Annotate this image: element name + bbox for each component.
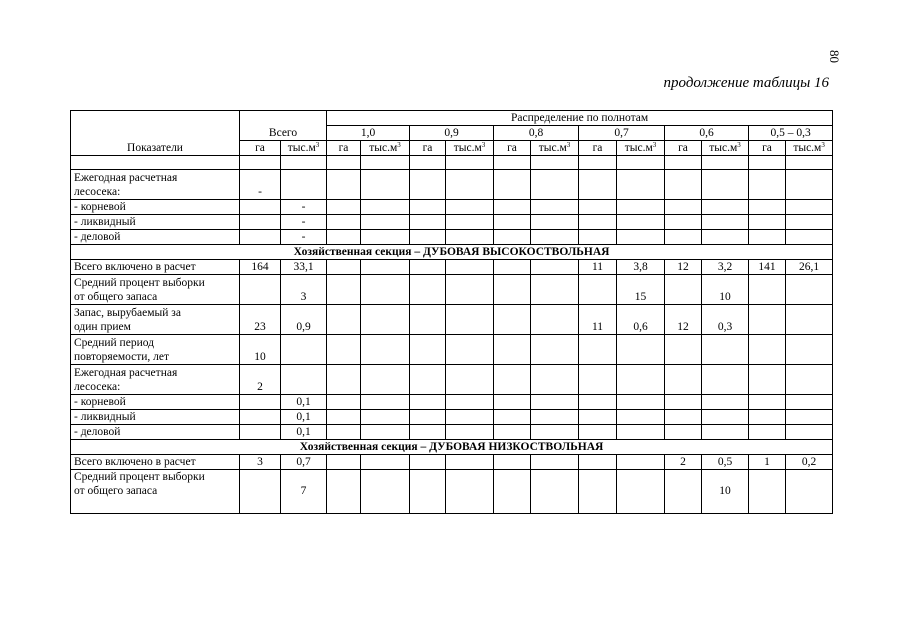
table-cell [494, 410, 531, 425]
table-cell [410, 410, 446, 425]
table-cell [786, 215, 833, 230]
section-row [71, 440, 833, 455]
table-cell [494, 455, 531, 470]
table-cell [665, 170, 702, 200]
table-cell [327, 260, 361, 275]
table-cell [531, 230, 579, 245]
row-label: Ежегодная расчетная лесосека: [71, 170, 240, 200]
table-cell [749, 305, 786, 335]
header-unit-ha: га [410, 141, 446, 156]
table-cell [410, 260, 446, 275]
table-cell [579, 230, 617, 245]
table-cell [786, 365, 833, 395]
table-cell [327, 305, 361, 335]
table-cell [702, 365, 749, 395]
data-table [70, 110, 833, 514]
row-label: Средний процент выборки от общего запаса [71, 275, 240, 305]
table-cell [786, 410, 833, 425]
row-label: Всего включено в расчет [71, 260, 240, 275]
table-cell [617, 335, 665, 365]
table-cell [361, 156, 410, 170]
header-unit-ha: га [327, 141, 361, 156]
header-unit-m3: $тыс.м^3$ [446, 141, 494, 156]
table-cell [446, 215, 494, 230]
table-cell [579, 156, 617, 170]
table-cell [446, 275, 494, 305]
table-cell [579, 170, 617, 200]
table-cell [749, 335, 786, 365]
table-cell [327, 215, 361, 230]
header-unit-m3: $тыс.м^3$ [786, 141, 833, 156]
table-row [71, 335, 833, 365]
table-cell [665, 410, 702, 425]
table-cell: 0,1 [281, 425, 327, 440]
table-cell [281, 156, 327, 170]
table-cell [281, 365, 327, 395]
table-cell [410, 275, 446, 305]
table-cell [410, 455, 446, 470]
table-cell [281, 170, 327, 200]
table-row [71, 455, 833, 470]
table-cell [617, 410, 665, 425]
table-cell [494, 156, 531, 170]
table-row [71, 395, 833, 410]
table-cell [446, 260, 494, 275]
table-cell [531, 305, 579, 335]
table-cell: 1 [749, 455, 786, 470]
table-cell [617, 455, 665, 470]
table-cell [665, 365, 702, 395]
table-cell [494, 215, 531, 230]
table-cell [361, 470, 410, 514]
table-cell [702, 156, 749, 170]
table-cell [494, 230, 531, 245]
header-unit-m3: $тыс.м^3$ [281, 141, 327, 156]
header-unit-ha: га [494, 141, 531, 156]
row-label: Средний процент выборки от общего запаса [71, 470, 240, 514]
table-cell [240, 230, 281, 245]
table-cell: 15 [617, 275, 665, 305]
table-cell [531, 410, 579, 425]
row-label: Средний период повторяемости, лет [71, 335, 240, 365]
table-cell [361, 230, 410, 245]
table-row [71, 200, 833, 215]
section-row [71, 245, 833, 260]
table-cell [410, 365, 446, 395]
table-cell [327, 335, 361, 365]
table-cell: 164 [240, 260, 281, 275]
header-density: 0,9 [410, 126, 494, 141]
table-cell [617, 395, 665, 410]
table-cell [410, 170, 446, 200]
table-cell [749, 410, 786, 425]
table-cell [579, 200, 617, 215]
table-cell [531, 395, 579, 410]
table-cell [531, 335, 579, 365]
table-cell [617, 215, 665, 230]
header-unit-ha: га [665, 141, 702, 156]
table-cell [446, 365, 494, 395]
table-cell [786, 275, 833, 305]
table-cell [446, 156, 494, 170]
table-cell [410, 305, 446, 335]
table-cell [579, 410, 617, 425]
table-cell [494, 200, 531, 215]
table-cell [361, 200, 410, 215]
table-cell: - [281, 200, 327, 215]
table-cell [71, 156, 240, 170]
table-cell: 3 [281, 275, 327, 305]
table-cell [749, 365, 786, 395]
table-cell [410, 156, 446, 170]
table-cell [494, 260, 531, 275]
table-cell [361, 365, 410, 395]
table-cell [786, 200, 833, 215]
table-cell [446, 470, 494, 514]
table-cell [617, 170, 665, 200]
table-cell [531, 455, 579, 470]
table-cell [665, 215, 702, 230]
header-unit-ha: га [240, 141, 281, 156]
header-unit-m3: $тыс.м^3$ [531, 141, 579, 156]
table-cell: 0,3 [702, 305, 749, 335]
table-cell [494, 425, 531, 440]
header-unit-m3: $тыс.м^3$ [361, 141, 410, 156]
table-cell [579, 275, 617, 305]
row-label: Запас, вырубаемый за один прием [71, 305, 240, 335]
table-cell: 0,5 [702, 455, 749, 470]
table-cell [786, 170, 833, 200]
table-cell: 12 [665, 305, 702, 335]
table-cell [327, 200, 361, 215]
table-cell: - [281, 215, 327, 230]
table-row [71, 470, 833, 514]
table-cell: 0,9 [281, 305, 327, 335]
table-cell: 0,6 [617, 305, 665, 335]
section-title: Хозяйственная секция – ДУБОВАЯ НИЗКОСТВОЛЬНАЯ [71, 440, 833, 455]
table-cell [410, 395, 446, 410]
table-cell [361, 170, 410, 200]
table-row [71, 260, 833, 275]
table-cell [240, 410, 281, 425]
table-cell [361, 335, 410, 365]
table-cell: 141 [749, 260, 786, 275]
table-cell [361, 305, 410, 335]
table-cell [327, 455, 361, 470]
table-cell [749, 156, 786, 170]
table-row [71, 275, 833, 305]
row-label: - ликвидный [71, 215, 240, 230]
table-cell: 26,1 [786, 260, 833, 275]
table-cell [240, 275, 281, 305]
table-cell [240, 395, 281, 410]
table-cell [617, 156, 665, 170]
table-cell [494, 305, 531, 335]
row-label: Всего включено в расчет [71, 455, 240, 470]
table-cell [665, 425, 702, 440]
table-cell: 0,7 [281, 455, 327, 470]
table-cell [327, 156, 361, 170]
table-cell [410, 200, 446, 215]
table-cell [494, 335, 531, 365]
table-cell [702, 395, 749, 410]
table-row [71, 410, 833, 425]
table-cell [410, 470, 446, 514]
row-label: - корневой [71, 200, 240, 215]
table-cell [327, 395, 361, 410]
header-distribution: Распределение по полнотам [327, 111, 833, 126]
table-cell [617, 365, 665, 395]
table-cell [665, 275, 702, 305]
table-cell: 10 [240, 335, 281, 365]
table-cell [786, 156, 833, 170]
row-label: - деловой [71, 230, 240, 245]
table-cell [410, 215, 446, 230]
table-cell [446, 170, 494, 200]
table-cell [749, 395, 786, 410]
table-cell [327, 365, 361, 395]
table-cell [531, 275, 579, 305]
table-cell [240, 215, 281, 230]
table-cell [702, 410, 749, 425]
table-cell [327, 170, 361, 200]
table-cell [531, 156, 579, 170]
table-cell [446, 335, 494, 365]
table-cell: 7 [281, 470, 327, 514]
table-cell [579, 365, 617, 395]
table-cell [240, 156, 281, 170]
table-cell [531, 260, 579, 275]
table-cell [531, 170, 579, 200]
table-cell [579, 470, 617, 514]
table-cell [361, 410, 410, 425]
table-cell [786, 305, 833, 335]
page-number: 80 [827, 50, 842, 63]
table-cell [702, 335, 749, 365]
table-cell [702, 425, 749, 440]
header-total: Всего [240, 111, 327, 141]
table-cell [702, 230, 749, 245]
table-cell [494, 365, 531, 395]
table-cell [749, 275, 786, 305]
table-cell: 10 [702, 470, 749, 514]
table-cell [327, 275, 361, 305]
table-cell [531, 215, 579, 230]
table-cell [579, 425, 617, 440]
table-cell [749, 425, 786, 440]
header-unit-ha: га [579, 141, 617, 156]
table-cell [410, 335, 446, 365]
table-cell [749, 200, 786, 215]
table-cell [531, 425, 579, 440]
table-cell [361, 425, 410, 440]
row-label: - ликвидный [71, 410, 240, 425]
table-cell [240, 470, 281, 514]
table-cell: 0,1 [281, 410, 327, 425]
table-cell [281, 335, 327, 365]
table-row [71, 365, 833, 395]
table-cell [494, 395, 531, 410]
table-cell [702, 215, 749, 230]
table-cell [579, 455, 617, 470]
table-cell [665, 230, 702, 245]
table-cell [361, 275, 410, 305]
table-cell: 3 [240, 455, 281, 470]
table-cell: 11 [579, 305, 617, 335]
table-cell: 23 [240, 305, 281, 335]
table-cell [361, 215, 410, 230]
table-cell [446, 305, 494, 335]
table-cell: 12 [665, 260, 702, 275]
row-label: - корневой [71, 395, 240, 410]
table-cell: - [281, 230, 327, 245]
table-cell [446, 425, 494, 440]
table-cell [494, 275, 531, 305]
table-cell: 33,1 [281, 260, 327, 275]
table-cell [531, 365, 579, 395]
table-row [71, 305, 833, 335]
header-unit-m3: $тыс.м^3$ [617, 141, 665, 156]
table-cell [579, 215, 617, 230]
table-cell [749, 215, 786, 230]
table-cell [361, 395, 410, 410]
table-cell: 2 [240, 365, 281, 395]
table-cell [410, 425, 446, 440]
table-row [71, 425, 833, 440]
header-density: 0,5 – 0,3 [749, 126, 833, 141]
table-cell [240, 425, 281, 440]
table-cell [702, 200, 749, 215]
table-cell [327, 425, 361, 440]
table-row [71, 230, 833, 245]
table-cell: 3,2 [702, 260, 749, 275]
row-label: Ежегодная расчетная лесосека: [71, 365, 240, 395]
table-cell [749, 170, 786, 200]
table-cell [665, 470, 702, 514]
table-cell [410, 230, 446, 245]
table-cell [665, 335, 702, 365]
table-row [71, 170, 833, 200]
table-cell [446, 200, 494, 215]
table-cell: 11 [579, 260, 617, 275]
table-cell [531, 200, 579, 215]
table-cell [240, 200, 281, 215]
table-cell [327, 470, 361, 514]
table-cell [531, 470, 579, 514]
table-cell [617, 200, 665, 215]
table-cell [786, 470, 833, 514]
table-cell [749, 230, 786, 245]
table-cell [617, 425, 665, 440]
table-cell [361, 260, 410, 275]
table-cell [665, 200, 702, 215]
header-indicators: Показатели [71, 111, 240, 156]
table-cell [579, 395, 617, 410]
table-cell [786, 335, 833, 365]
table-cell [446, 410, 494, 425]
header-unit-m3: $тыс.м^3$ [702, 141, 749, 156]
table-cell [361, 455, 410, 470]
header-density: 1,0 [327, 126, 410, 141]
row-label: - деловой [71, 425, 240, 440]
table-cell: - [240, 170, 281, 200]
table-cell [786, 395, 833, 410]
table-cell: 2 [665, 455, 702, 470]
table-cell: 10 [702, 275, 749, 305]
table-cell: 3,8 [617, 260, 665, 275]
table-cell [665, 395, 702, 410]
table-cell [446, 395, 494, 410]
table-cell [665, 156, 702, 170]
header-density: 0,8 [494, 126, 579, 141]
table-cell [494, 470, 531, 514]
table-cell [786, 230, 833, 245]
table-cell [446, 455, 494, 470]
table-cell [617, 230, 665, 245]
table-cell [446, 230, 494, 245]
table-cell [617, 470, 665, 514]
table-row [71, 215, 833, 230]
table-cell: 0,2 [786, 455, 833, 470]
table-row [71, 156, 833, 170]
table-caption: продолжение таблицы 16 [663, 75, 829, 91]
table-cell [749, 470, 786, 514]
table-cell [494, 170, 531, 200]
header-unit-ha: га [749, 141, 786, 156]
table-cell [786, 425, 833, 440]
header-density: 0,6 [665, 126, 749, 141]
table-cell: 0,1 [281, 395, 327, 410]
table-cell [579, 335, 617, 365]
section-title: Хозяйственная секция – ДУБОВАЯ ВЫСОКОСТВОЛЬНАЯ [71, 245, 833, 260]
table-cell [702, 170, 749, 200]
table-cell [327, 410, 361, 425]
header-density: 0,7 [579, 126, 665, 141]
table-cell [327, 230, 361, 245]
